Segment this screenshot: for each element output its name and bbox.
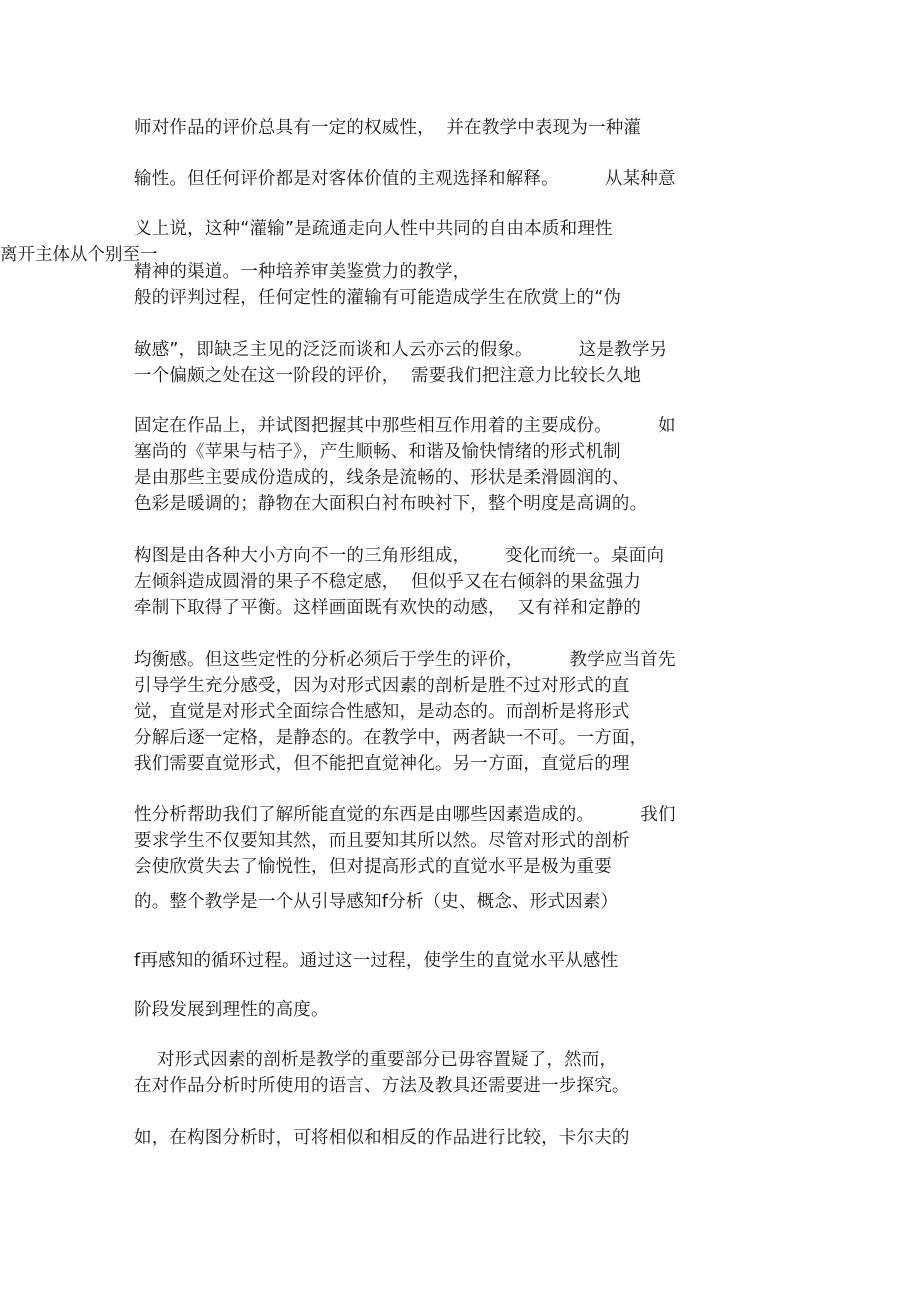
text-line: f再感知的循环过程。通过这一过程，使学生的直觉水平从感性: [134, 951, 619, 971]
text-line: 义上说，这种“灌输”是疏通走向人性中共同的自由本质和理性: [134, 219, 613, 239]
text-line: 觉，直觉是对形式全面综合性感知，是动态的。而剖析是将形式: [134, 702, 630, 722]
text-line: 如，在构图分析时，可将相似和相反的作品进行比较，卡尔夫的: [134, 1128, 630, 1148]
text-line: 塞尚的《苹果与桔子》，产生顺畅、和谐及愉快情绪的形式机制: [134, 442, 621, 462]
text-line: 的。整个教学是一个从引导感知f分析（史、概念、形式因素）: [134, 892, 619, 912]
text-line: 精神的渠道。一种培养审美鉴赏力的教学，: [134, 262, 471, 282]
text-line: 阶段发展到理性的高度。: [134, 1000, 329, 1020]
text-line: 色彩是暖调的；静物在大面积白衬布映衬下，整个明度是高调的。: [134, 494, 648, 514]
margin-note: 离开主体从个别至一: [0, 245, 158, 265]
text-line: 敏感”，即缺乏主见的泛泛而谈和人云亦云的假象。 这是教学另: [134, 340, 668, 360]
text-line: 构图是由各种大小方向不一的三角形组成， 变化而统一。桌面向: [134, 546, 665, 566]
text-line: 要求学生不仅要知其然，而且要知其所以然。尽管对形式的剖析: [134, 831, 630, 851]
text-line: 在对作品分析时所使用的语言、方法及教具还需要进一步探究。: [134, 1076, 630, 1096]
text-line: 固定在作品上，并试图把握其中那些相互作用着的主要成份。 如: [134, 416, 676, 436]
text-line: 性分析帮助我们了解所能直觉的东西是由哪些因素造成的。 我们: [134, 805, 676, 825]
text-line: 般的评判过程，任何定性的灌输有可能造成学生在欣赏上的“伪: [134, 288, 622, 308]
text-line: 左倾斜造成圆滑的果子不稳定感， 但似乎又在右倾斜的果盆强力: [134, 572, 642, 592]
text-line: 师对作品的评价总具有一定的权威性， 并在教学中表现为一种灌: [134, 118, 642, 138]
text-line: 牵制下取得了平衡。这样画面既有欢快的动感， 又有祥和定静的: [134, 598, 642, 618]
text-line: 分解后逐一定格，是静态的。在教学中，两者缺一不可。一方面，: [134, 728, 648, 748]
text-line: 均衡感。但这些定性的分析必须后于学生的评价， 教学应当首先: [134, 650, 676, 670]
text-line: 引导学生充分感受，因为对形式因素的剖析是胜不过对形式的直: [134, 676, 630, 696]
text-line: 输性。但任何评价都是对客体价值的主观选择和解释。 从某种意: [134, 169, 676, 189]
text-line: 是由那些主要成份造成的，线条是流畅的、形状是柔滑圆润的、: [134, 468, 630, 488]
text-line: 一个偏颇之处在这一阶段的评价， 需要我们把注意力比较长久地: [134, 366, 642, 386]
text-line: 会使欣赏失去了愉悦性，但对提高形式的直觉水平是极为重要: [134, 857, 612, 877]
text-line: 对形式因素的剖析是教学的重要部分已毋容置疑了，然而，: [134, 1050, 618, 1070]
text-line: 我们需要直觉形式，但不能把直觉神化。另一方面，直觉后的理: [134, 754, 630, 774]
